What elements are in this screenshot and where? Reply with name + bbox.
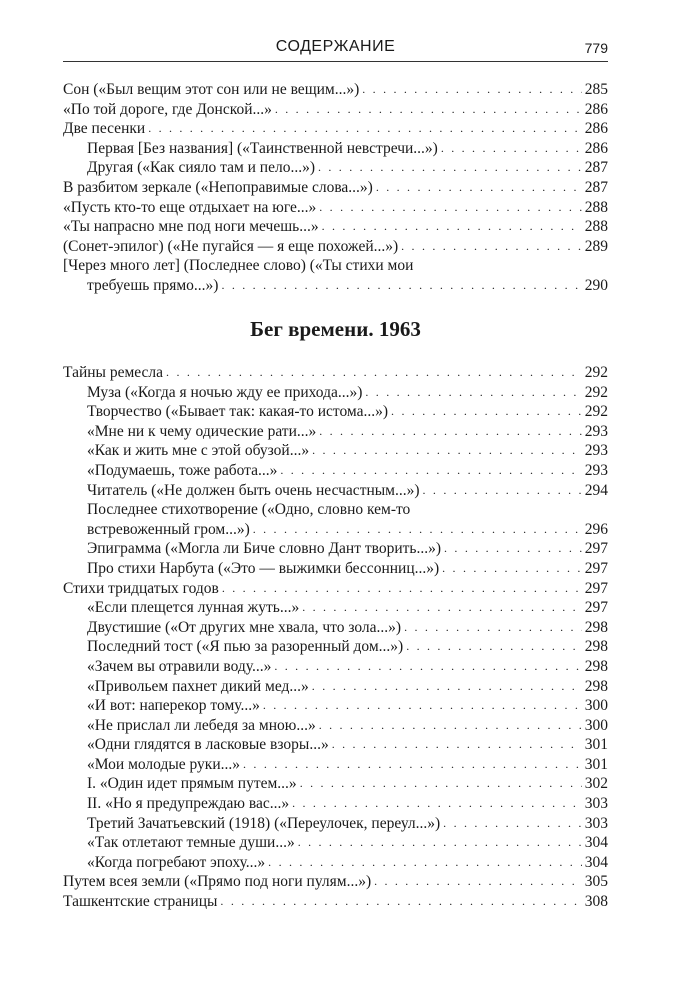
toc-entry-title: «По той дороге, где Донской...» — [63, 100, 272, 118]
toc-entry-page: 290 — [584, 276, 608, 294]
toc-entry-title: «И вот: наперекор тому...» — [87, 697, 260, 715]
toc-entry-title: «Ты напрасно мне под ноги мечешь...» — [63, 218, 319, 236]
toc-entry — [63, 579, 608, 599]
toc-entry-page: 292 — [584, 403, 608, 421]
toc-entry — [63, 892, 608, 912]
leader-dots — [401, 237, 582, 257]
leader-dots — [292, 794, 582, 814]
leader-dots — [442, 559, 582, 579]
toc-entry-title: Две песенки — [63, 120, 146, 138]
leader-dots — [319, 716, 582, 736]
toc-entry — [63, 158, 608, 178]
toc-entry — [63, 814, 608, 834]
toc-entry — [63, 422, 608, 442]
leader-dots — [391, 402, 582, 422]
toc-entry — [63, 461, 608, 481]
leader-dots — [374, 872, 582, 892]
toc-entry — [63, 774, 608, 794]
leader-dots — [318, 158, 582, 178]
leader-dots — [332, 735, 582, 755]
toc-entry — [63, 217, 608, 237]
leader-dots — [404, 618, 582, 638]
toc-entry — [63, 618, 608, 638]
toc-entry — [63, 100, 608, 120]
toc-entry-page: 298 — [584, 677, 608, 695]
toc-entry-title: Последний тост («Я пью за разоренный дом...») — [87, 638, 404, 656]
toc-entry — [63, 178, 608, 198]
toc-entry-title: Муза («Когда я ночью жду ее прихода...») — [87, 383, 363, 401]
toc-entry-title: Ташкентские страницы — [63, 893, 218, 911]
toc-entry-title: (Сонет-эпилог) («Не пугайся — я еще похожей...») — [63, 237, 399, 255]
leader-dots — [319, 198, 581, 218]
toc-entry — [63, 833, 608, 853]
toc-entry-page: 300 — [584, 697, 608, 715]
toc-entry-page: 286 — [584, 120, 608, 138]
toc-entry-title: «Если плещется лунная жуть...» — [87, 599, 300, 617]
toc-entry-title: Тайны ремесла — [63, 364, 164, 381]
leader-dots — [312, 441, 582, 461]
toc-entry — [63, 696, 608, 716]
leader-dots — [312, 677, 582, 697]
toc-entry-title: Первая [Без названия] («Таинственной невстречи...») — [87, 139, 438, 157]
toc-entry-page: 286 — [584, 100, 608, 118]
toc-top — [63, 80, 608, 296]
toc-entry-title: «Когда погребают эпоху...» — [87, 853, 266, 871]
leader-dots — [148, 119, 582, 139]
toc-entry-title: «Пусть кто-то еще отдыхает на юге...» — [63, 198, 317, 216]
toc-entry — [63, 657, 608, 677]
toc-entry — [63, 80, 608, 100]
leader-dots — [166, 363, 582, 383]
toc-entry-page: 293 — [584, 461, 608, 479]
toc-entry-title: Последнее стихотворение («Одно, словно кем-то — [87, 501, 411, 519]
leader-dots — [243, 755, 582, 775]
section-title: Бег времени. 1963 — [250, 317, 421, 341]
toc-entry-page: 301 — [584, 736, 608, 754]
toc-entry-page: 287 — [584, 159, 608, 177]
toc-entry — [63, 481, 608, 501]
toc-entry-title: I. «Один идет прямым путем...» — [87, 775, 297, 793]
toc-entry-page: 301 — [584, 755, 608, 773]
toc-entry-page: 303 — [584, 795, 608, 813]
toc-entry-page: 303 — [584, 814, 608, 832]
toc-entry — [63, 520, 608, 540]
header-rule — [63, 61, 608, 62]
toc-entry-page: 298 — [584, 618, 608, 636]
toc-entry-page: 292 — [584, 364, 608, 381]
toc-entry — [63, 872, 608, 892]
toc-entry-page: 296 — [584, 520, 608, 538]
toc-entry — [63, 237, 608, 257]
toc-entry-title: [Через много лет] (Последнее слово) («Ты стихи мои — [63, 257, 414, 275]
toc-entry-page: 300 — [584, 716, 608, 734]
leader-dots — [263, 696, 582, 716]
toc-entry-page: 297 — [584, 599, 608, 617]
toc-entry-title: Третий Зачатьевский (1918) («Переулочек, переул...») — [87, 814, 441, 832]
toc-entry-title: II. «Но я предупреждаю вас...» — [87, 795, 290, 813]
toc-entry-title: Сон («Был вещим этот сон или не вещим...») — [63, 81, 360, 98]
toc-entry-page: 304 — [584, 834, 608, 852]
toc-entry — [63, 598, 608, 618]
leader-dots — [274, 657, 581, 677]
toc-entry-page: 308 — [584, 893, 608, 911]
leader-dots — [443, 814, 582, 834]
toc-entry-title: Другая («Как сияло там и пело...») — [87, 159, 315, 177]
toc-entry-page: 298 — [584, 638, 608, 656]
toc-entry-page: 293 — [584, 422, 608, 440]
toc-entry — [63, 119, 608, 139]
leader-dots — [362, 80, 581, 100]
leader-dots — [280, 461, 581, 481]
toc-entry — [63, 716, 608, 736]
page-number: 779 — [584, 40, 608, 56]
toc-entry-title: «Одни глядятся в ласковые взоры...» — [87, 736, 329, 754]
toc-entry-page: 297 — [584, 540, 608, 558]
leader-dots — [423, 481, 582, 501]
toc-entry-page: 298 — [584, 657, 608, 675]
toc-entry-title: «Мне ни к чему одические рати...» — [87, 422, 317, 440]
toc-entry — [63, 735, 608, 755]
toc-bottom — [63, 363, 608, 912]
leader-dots — [302, 598, 582, 618]
toc-entry — [63, 794, 608, 814]
leader-dots — [444, 539, 582, 559]
toc-entry-title: Читатель («Не должен быть очень несчастным...») — [87, 481, 420, 499]
page-header — [63, 38, 608, 60]
toc-entry-page: 286 — [584, 139, 608, 157]
toc-entry — [63, 755, 608, 775]
toc-entry-page: 297 — [584, 559, 608, 577]
toc-entry — [63, 363, 608, 383]
toc-entry-page: 289 — [584, 237, 608, 255]
toc-entry-page: 288 — [584, 218, 608, 236]
toc-entry-page: 302 — [584, 775, 608, 793]
toc-entry — [63, 402, 608, 422]
toc-entry-title: Про стихи Нарбута («Это — выжимки бессонниц...») — [87, 559, 440, 577]
toc-entry-page: 285 — [584, 81, 608, 98]
leader-dots — [220, 892, 581, 912]
toc-entry — [63, 677, 608, 697]
toc-entry-title: «Привольем пахнет дикий мед...» — [87, 677, 309, 695]
leader-dots — [275, 100, 582, 120]
leader-dots — [406, 637, 582, 657]
toc-entry-title: «Мои молодые руки...» — [87, 755, 241, 773]
toc-entry-page: 297 — [584, 579, 608, 597]
toc-entry-page: 288 — [584, 198, 608, 216]
leader-dots — [298, 833, 582, 853]
leader-dots — [221, 276, 581, 296]
running-title: СОДЕРЖАНИЕ — [275, 38, 396, 55]
toc-entry-continuation: встревоженный гром...») — [87, 520, 250, 538]
toc-entry-title: Стихи тридцатых годов — [63, 579, 219, 597]
toc-entry-title: «Зачем вы отравили воду...» — [87, 657, 272, 675]
toc-entry — [63, 198, 608, 218]
toc-entry-page: 287 — [584, 178, 608, 196]
toc-entry-title: «Как и жить мне с этой обузой...» — [87, 442, 310, 460]
toc-entry-title: Путем всея земли («Прямо под ноги пулям...») — [63, 873, 372, 891]
toc-entry — [63, 559, 608, 579]
toc-entry-page: 294 — [584, 481, 608, 499]
toc-entry-title: Эпиграмма («Могла ли Биче словно Дант творить...») — [87, 540, 442, 558]
toc-entry-title: «Не прислал ли лебедя за мною...» — [87, 716, 316, 734]
leader-dots — [268, 853, 582, 873]
toc-entry — [63, 276, 608, 296]
toc-entry — [63, 383, 608, 403]
toc-entry-page: 292 — [584, 383, 608, 401]
leader-dots — [319, 422, 582, 442]
toc-entry — [63, 853, 608, 873]
toc-entry-title: «Так отлетают темные души...» — [87, 834, 295, 852]
leader-dots — [300, 774, 582, 794]
toc-entry-title: Творчество («Бывает так: какая-то истома...») — [87, 403, 389, 421]
leader-dots — [322, 217, 582, 237]
toc-entry — [63, 637, 608, 657]
toc-entry — [63, 539, 608, 559]
toc-entry-title: В разбитом зеркале («Непоправимые слова...») — [63, 178, 373, 196]
toc-entry-title: «Подумаешь, тоже работа...» — [87, 461, 278, 479]
leader-dots — [376, 178, 582, 198]
toc-entry-page: 293 — [584, 442, 608, 460]
toc-entry-page: 305 — [584, 873, 608, 891]
leader-dots — [253, 520, 582, 540]
leader-dots — [441, 139, 582, 159]
leader-dots — [222, 579, 582, 599]
toc-entry-page: 304 — [584, 853, 608, 871]
toc-entry-title: Двустишие («От других мне хвала, что зола...») — [87, 618, 402, 636]
toc-entry — [63, 139, 608, 159]
toc-entry — [63, 441, 608, 461]
toc-entry-continuation: требуешь прямо...») — [87, 276, 219, 294]
leader-dots — [365, 383, 581, 403]
